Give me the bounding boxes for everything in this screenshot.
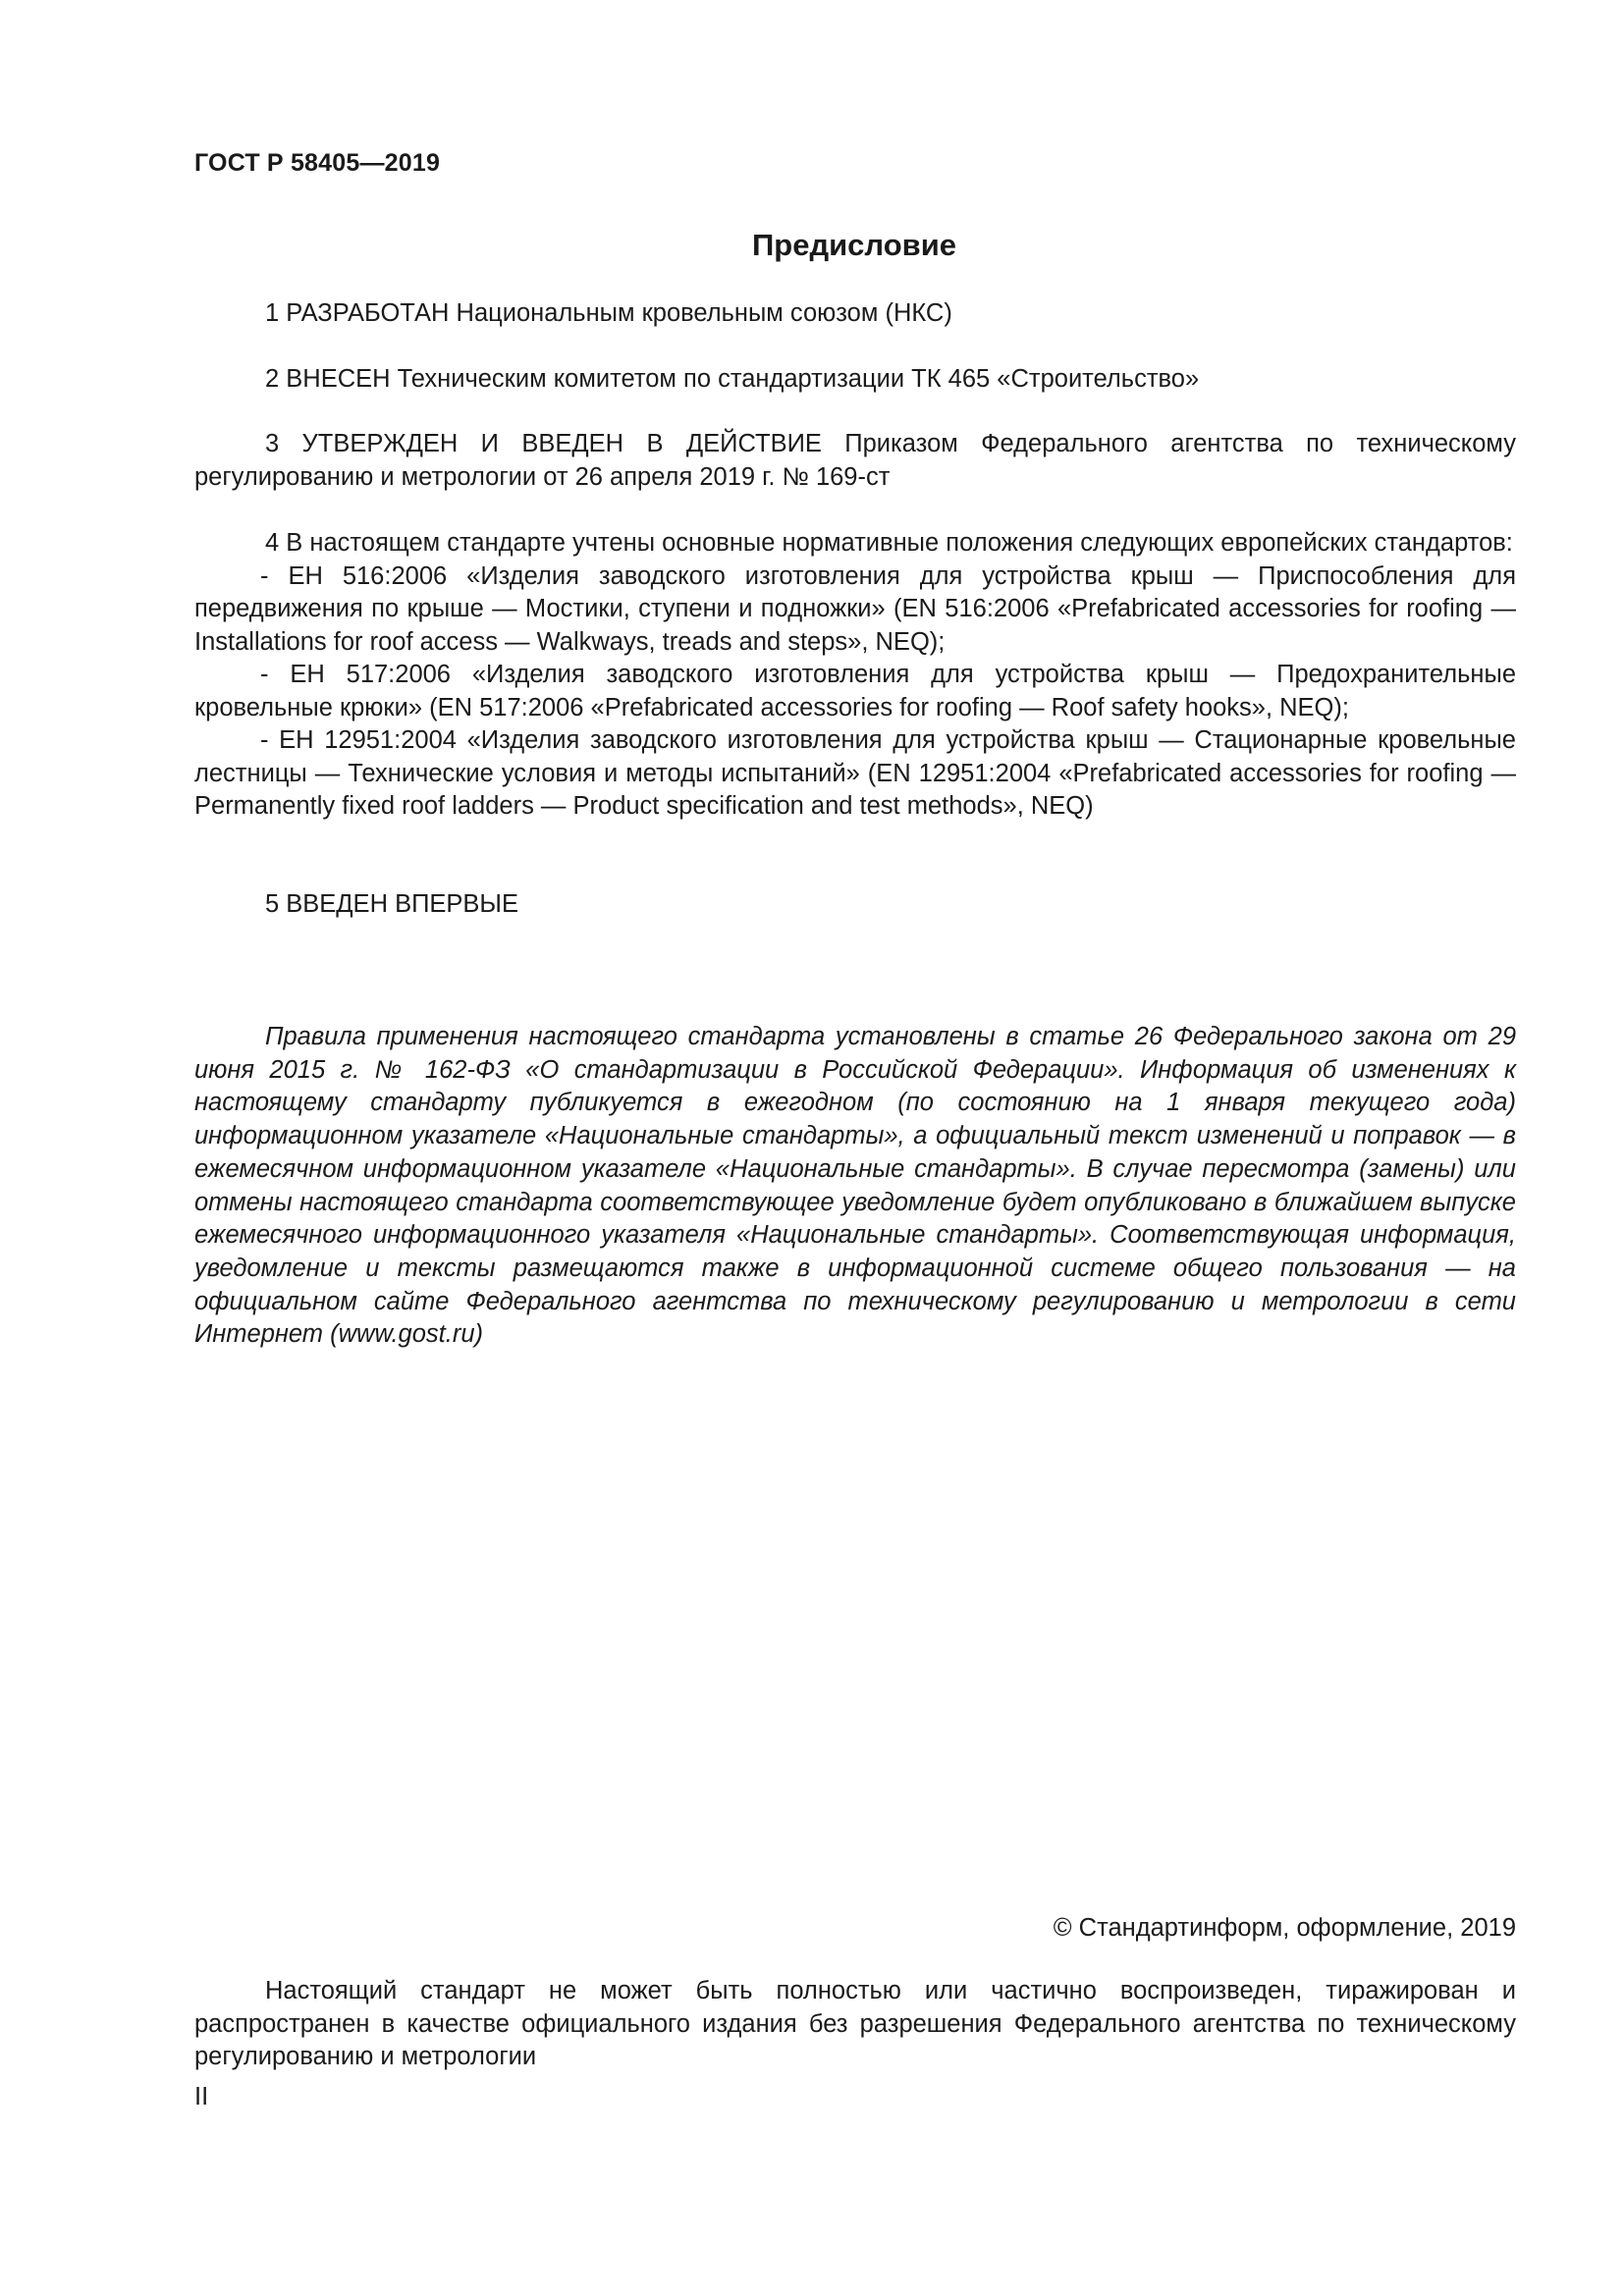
foreword-item-5 <box>194 888 1516 922</box>
foreword-item-1-text: 1 РАЗРАБОТАН Национальным кровельным союзом (НКС) <box>265 299 952 327</box>
document-code: ГОСТ Р 58405—2019 <box>194 149 441 177</box>
standard-reference-en517: - ЕН 517:2006 «Изделия заводского изготовления для устройства крыш — Предохранительные кровельные крюки» (EN 517:2006 «Prefabricated accessories for roofing — Roof safety hooks», NEQ); <box>194 661 1516 721</box>
foreword-item-3-text: 3 УТВЕРЖДЕН И ВВЕДЕН В ДЕЙСТВИЕ Приказом Федерального агентства по техническому регулированию и метрологии от 26 апреля 2019 г. № 169-ст <box>194 430 1516 491</box>
foreword-item-3 <box>194 428 1516 494</box>
foreword-item-2-text: 2 ВНЕСЕН Техническим комитетом по стандартизации ТК 465 «Строительство» <box>265 365 1200 393</box>
foreword-item-4-intro: 4 В настоящем стандарте учтены основные нормативные положения следующих европейских стандартов: <box>265 529 1513 557</box>
page-number: II <box>194 2083 209 2110</box>
reproduction-notice: Настоящий стандарт не может быть полностью или частично воспроизведен, тиражирован и распространен в качестве официального издания без разрешения Федерального агентства по техническому регулированию и метрологии <box>194 1977 1516 2070</box>
standard-reference-en516: - ЕН 516:2006 «Изделия заводского изготовления для устройства крыш — Приспособления для передвижения по крыше — Мостики, ступени и подножки» (EN 516:2006 «Prefabricated accessories for roofing — Installations for roof access — Walkways, treads and steps», NEQ); <box>194 561 1516 656</box>
foreword-item-5-text: 5 ВВЕДЕН ВПЕРВЫЕ <box>265 890 519 918</box>
application-rules-note: Правила применения настоящего стандарта установлены в статье 26 Федерального закона от 29 июня 2015 г. № 162-ФЗ «О стандартизации в Российской Федерации». Информация об изменениях к настоящему стандарту публикуется в ежегодном (по состоянию на 1 января текущего года) информационном указателе «Национальные стандарты», а официальный текст изменений и поправок — в ежемесячном информационном указателе «Национальные стандарты». В случае пересмотра (замены) или отмены настоящего стандарта соответствующее уведомление будет опубликовано в ближайшем выпуске ежемесячного информационного указателя «Национальные стандарты». Соответствующая информация, уведомление и тексты размещаются также в информационной системе общего пользования — на официальном сайте Федерального агентства по техническому регулированию и метрологии в сети Интернет (www.gost.ru) <box>194 1023 1516 1349</box>
foreword-item-2 <box>194 363 1516 397</box>
foreword-item-1 <box>194 297 1516 331</box>
page-title: Предисловие <box>751 228 956 262</box>
standard-reference-en12951: - ЕН 12951:2004 «Изделия заводского изготовления для устройства крыш — Стационарные кровельные лестницы — Технические условия и методы испытаний» (EN 12951:2004 «Prefabricated accessories for roofing — Permanently fixed roof ladders — Product specification and test methods», NEQ) <box>194 726 1516 820</box>
copyright-notice: © Стандартинформ, оформление, 2019 <box>1053 1914 1516 1942</box>
foreword-item-4 <box>194 527 1516 824</box>
